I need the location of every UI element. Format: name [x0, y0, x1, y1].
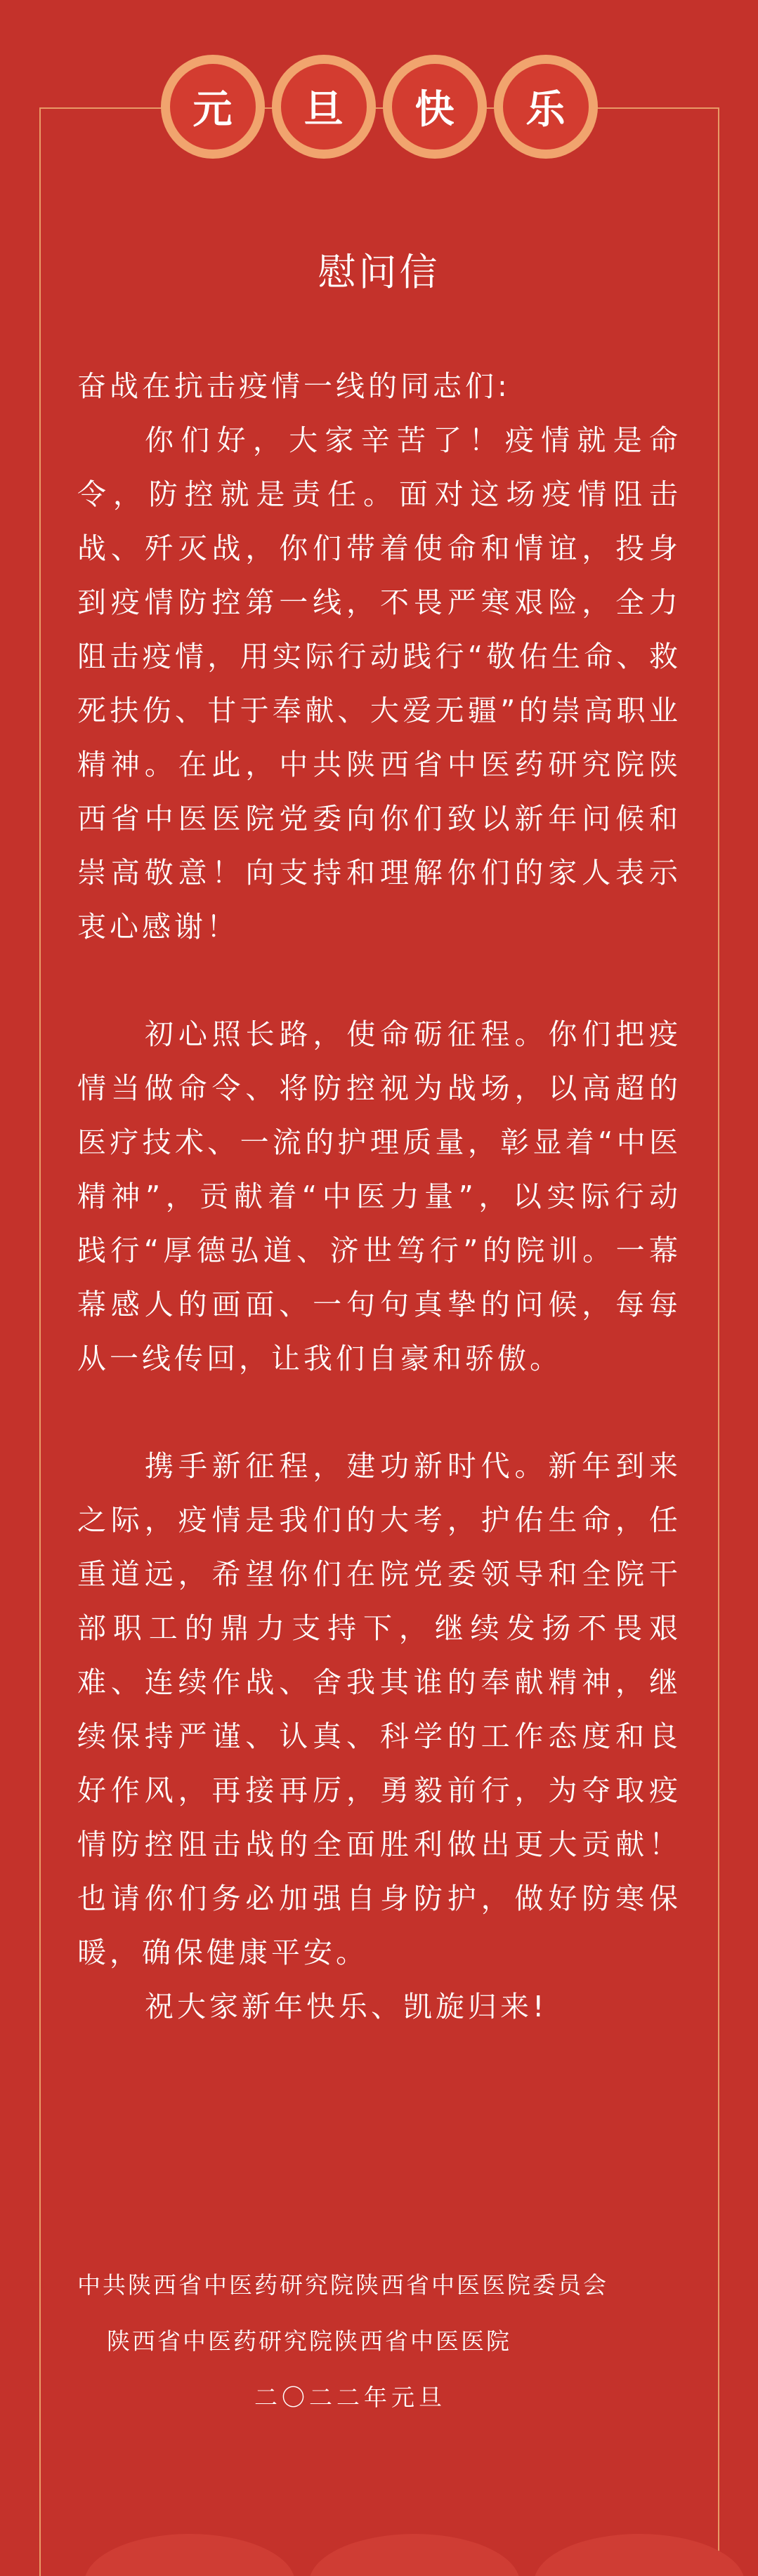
letter-title: 慰问信 [318, 250, 440, 294]
banner-char: 旦 [281, 64, 367, 150]
paragraph-gap [77, 1386, 681, 1439]
signature-block [0, 2257, 758, 2426]
body-paragraph: 携手新征程，建功新时代。新年到来之际，疫情是我们的大考，护佑生命，任重道远，希望你们在院党委领导和全院干部职工的鼎力支持下，继续发扬不畏艰难、连续作战、舍我其谁的奉献精神，继续保持严谨、认真、科学的工作态度和良好作风，再接再厉，勇毅前行，为夺取疫情防控阻击战的全面胜利做出更大贡献！也请你们务必加强自身防护，做好防寒保暖，确保健康平安。 [77, 1449, 681, 1969]
banner-badge [383, 55, 487, 159]
letter-body [77, 359, 681, 2034]
banner-badge [494, 55, 598, 159]
body-paragraph: 初心照长路，使命砺征程。你们把疫情当做命令、将防控视为战场，以高超的医疗技术、一流的护理质量，彰显着“中医精神”，贡献着“中医力量”，以实际行动践行“厚德弘道、济世笃行”的院训。一幕幕感人的画面、一句句真挚的问候，每每从一线传回，让我们自豪和骄傲。 [77, 1017, 681, 1375]
new-year-banner [0, 55, 758, 167]
banner-badge [272, 55, 376, 159]
signature-org-party: 中共陕西省中医药研究院陕西省中医医院委员会 [77, 2271, 608, 2299]
body-paragraph: 你们好，大家辛苦了！疫情就是命令，防控就是责任。面对这场疫情阻击战、歼灭战，你们带着使命和情谊，投身到疫情防控第一线，不畏严寒艰险，全力阻击疫情，用实际行动践行“敬佑生命、救死扶伤、甘于奉献、大爱无疆”的崇高职业精神。在此，中共陕西省中医药研究院陕西省中医医院党委向你们致以新年问候和崇高敬意！向支持和理解你们的家人表示衷心感谢！ [77, 423, 681, 944]
banner-char: 快 [392, 64, 478, 150]
paragraph-gap [77, 954, 681, 1008]
salutation: 奋战在抗击疫情一线的同志们: [77, 369, 511, 403]
signature-date: 二〇二二年元旦 [254, 2384, 446, 2411]
banner-char: 乐 [503, 64, 589, 150]
banner-badge [161, 55, 265, 159]
closing-line: 祝大家新年快乐、凯旋归来! [145, 1990, 548, 2023]
banner-char: 元 [170, 64, 256, 150]
signature-org-hospital: 陕西省中医药研究院陕西省中医医院 [107, 2327, 511, 2355]
